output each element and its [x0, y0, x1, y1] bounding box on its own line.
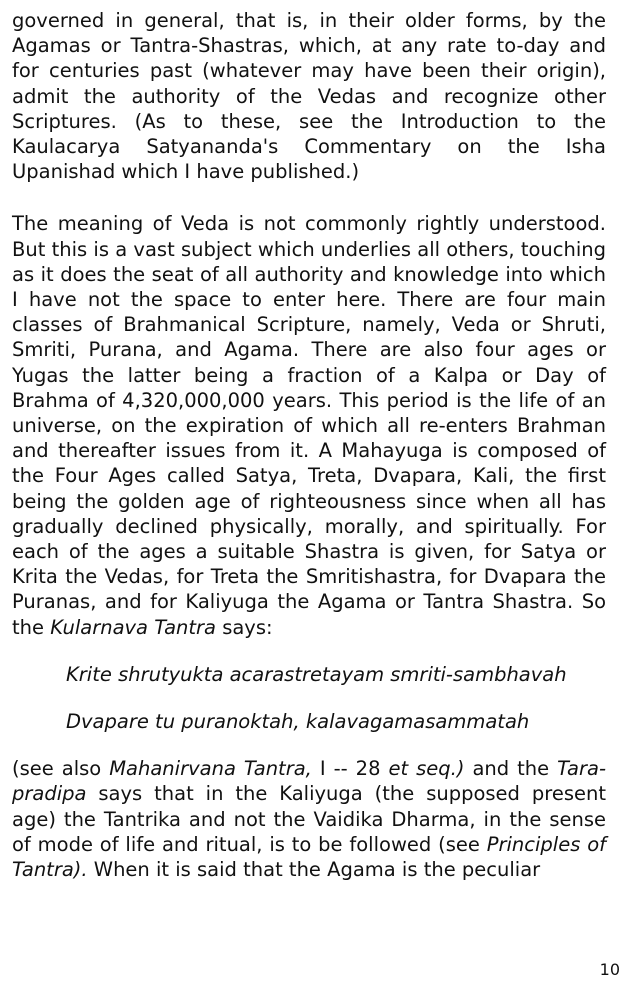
verse-spacer	[12, 687, 606, 709]
paragraph-kaliyuga-part-4: says that in the Kaliyuga (the supposed present age) the Tantrika and not the Vaidika Dharma, in the sense of mode of life and ritual, is to be followed (see	[12, 782, 606, 856]
paragraph-kaliyuga-part-2: I -- 28	[311, 757, 389, 781]
page-number: 10	[599, 960, 620, 979]
paragraph-veda-end: says:	[216, 615, 273, 639]
paragraph-kaliyuga-part-3: and the	[464, 757, 558, 781]
paragraph-kaliyuga-part-5: When it is said that the Agama is the peculiar	[87, 858, 541, 882]
kularnava-tantra-title: Kularnava Tantra	[50, 615, 216, 639]
principles-of-tantra-ref: Principles of Tantra).	[12, 832, 606, 882]
tara-pradipa-ref: Tara-pradipa	[12, 757, 606, 806]
verse-spacer	[12, 734, 606, 756]
page-body	[12, 8, 606, 882]
paragraph-spacer	[12, 184, 606, 211]
verse-spacer	[12, 640, 606, 662]
paragraph-kaliyuga	[12, 756, 606, 882]
paragraph-kaliyuga-part-1: (see also	[12, 757, 110, 781]
verse-line-2: Dvapare tu puranoktah, kalavagamasammatah	[66, 710, 530, 734]
et-seq-ref: et seq.)	[388, 757, 465, 781]
mahanirvana-tantra-ref: Mahanirvana Tantra,	[109, 757, 312, 781]
paragraph-agamas: governed in general, that is, in their older forms, by the Agamas or Tantra-Shastras, which, at any rate to-day and for centuries past (whatever may have been their origin), admit the authority of the Vedas and recognize other Scriptures. (As to these, see the Introduction to the Kaulacarya Satyananda's Commentary on the Isha Upanishad which I have published.)	[12, 9, 606, 184]
paragraph-veda	[12, 211, 606, 639]
verse-line-1: Krite shrutyukta acarastretayam smriti-sambhavah	[66, 662, 567, 686]
paragraph-veda-text: The meaning of Veda is not commonly rightly understood. But this is a vast subject which underlies all others, touching as it does the seat of all authority and knowledge into which I have not the space to enter here. There are four main classes of Brahmanical Scripture, namely, Veda or Shruti, Smriti, Purana, and Agama. There are also four ages or Yugas the latter being a fraction of a Kalpa or Day of Brahma of 4,320,000,000 years. This period is the life of an universe, on the expiration of which all re-enters Brahman and thereafter issues from it. A Mahayuga is composed of the Four Ages called Satya, Treta, Dvapara, Kali, the first being the golden age of righteousness since when all has gradually declined physically, morally, and spiritually. For each of the ages a suitable Shastra is given, for Satya or Krita the Vedas, for Treta the Smritishastra, for Dvapara the Puranas, and for Kaliyuga the Agama or Tantra Shastra. So the	[12, 212, 606, 639]
